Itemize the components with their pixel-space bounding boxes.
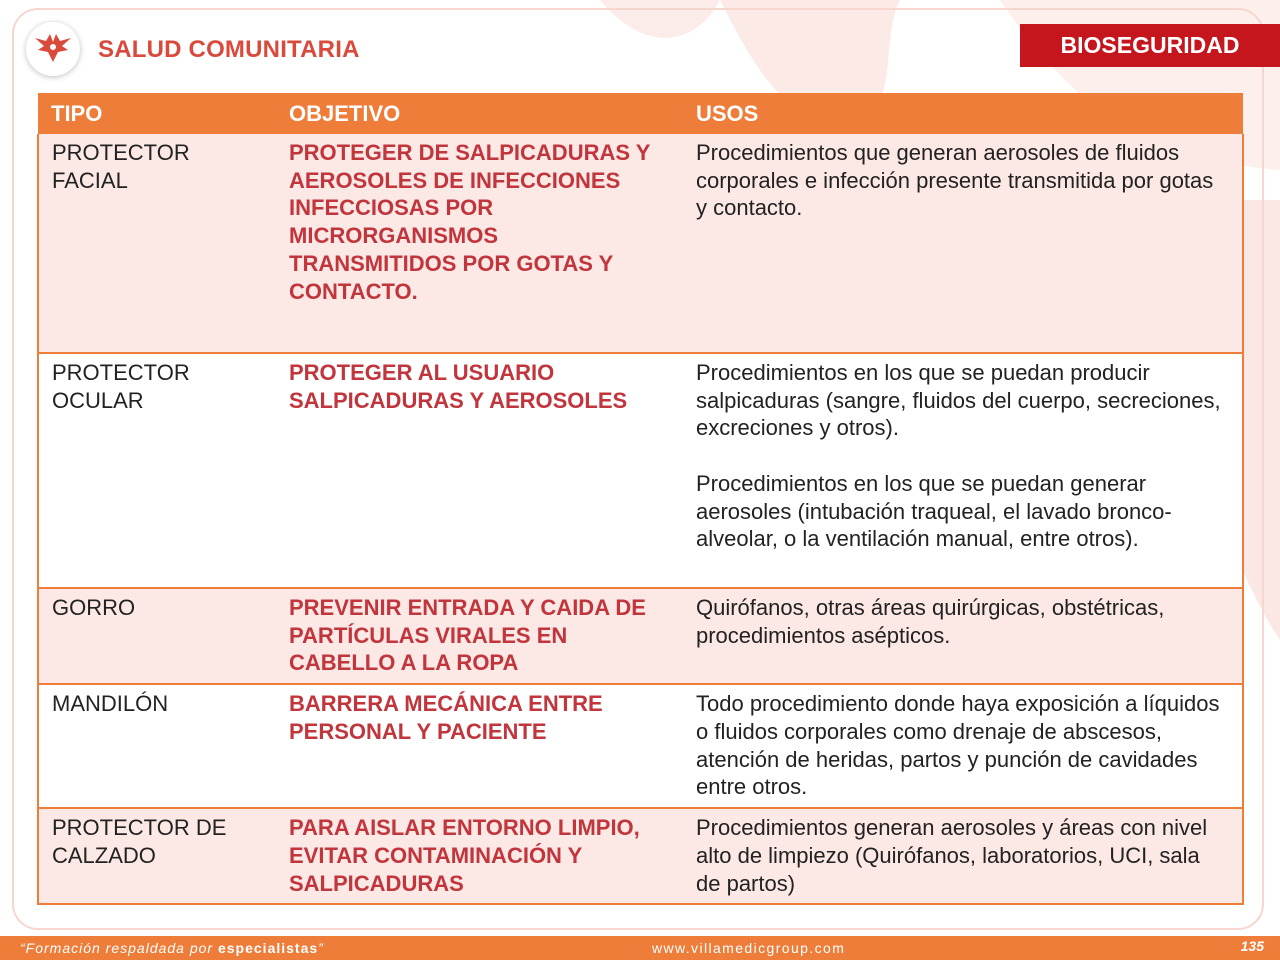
footer-website-link[interactable]: www.villamedicgroup.com [652,940,846,956]
table-header-row [38,93,1243,134]
usos-text: Procedimientos en los que se puedan producir salpicaduras (sangre, fluidos del cuerpo, secreciones, excreciones y otros). [696,360,1221,441]
cell-usos [683,353,1243,588]
phoenix-logo-icon [26,22,80,76]
table-row [38,808,1243,904]
cell-objetivo: PREVENIR ENTRADA Y CAIDA DE PARTÍCULAS VIRALES EN CABELLO A LA ROPA [276,588,683,684]
usos-text: Todo procedimiento donde haya exposición a líquidos o fluidos corporales como drenaje de abscesos, atención de heridas, partos y punción de cavidades entre otros. [696,691,1220,800]
cell-usos [683,808,1243,904]
cell-tipo: PROTECTOR FACIAL [38,134,276,353]
cell-objetivo: PROTEGER AL USUARIO SALPICADURAS Y AEROSOLES [276,353,683,588]
page-number: 135 [1240,938,1264,954]
footer-bar [0,936,1280,960]
cell-objetivo: PARA AISLAR ENTORNO LIMPIO, EVITAR CONTAMINACIÓN Y SALPICADURAS [276,808,683,904]
table-row [38,588,1243,684]
table-row [38,134,1243,353]
column-header-usos: USOS [683,93,1243,134]
table-row [38,353,1243,588]
column-header-tipo: TIPO [38,93,276,134]
table-row [38,684,1243,808]
usos-text: Quirófanos, otras áreas quirúrgicas, obstétricas, procedimientos asépticos. [696,595,1165,648]
usos-text: Procedimientos que generan aerosoles de fluidos corporales e infección presente transmitida por gotas y contacto. [696,140,1214,221]
cell-usos [683,588,1243,684]
cell-usos [683,684,1243,808]
section-badge: BIOSEGURIDAD [1020,24,1280,67]
cell-objetivo: BARRERA MECÁNICA ENTRE PERSONAL Y PACIENTE [276,684,683,808]
cell-tipo: MANDILÓN [38,684,276,808]
cell-tipo: PROTECTOR OCULAR [38,353,276,588]
usos-text: Procedimientos generan aerosoles y áreas con nivel alto de limpiezo (Quirófanos, laboratorios, UCI, sala de partos) [696,815,1208,896]
cell-tipo: GORRO [38,588,276,684]
cell-tipo: PROTECTOR DE CALZADO [38,808,276,904]
ppe-table [37,93,1244,905]
cell-objetivo: PROTEGER DE SALPICADURAS Y AEROSOLES DE INFECCIONES INFECCIOSAS POR MICRORGANISMOS TRANSMITIDOS POR GOTAS Y CONTACTO. [276,134,683,353]
usos-text: Procedimientos en los que se puedan generar aerosoles (intubación traqueal, el lavado bronco-alveolar, o la ventilación manual, entre otros). [696,470,1172,552]
cell-usos [683,134,1243,353]
footer-tagline: “Formación respaldada por especialistas” [20,940,324,956]
brand-title: SALUD COMUNITARIA [98,36,360,63]
column-header-objetivo: OBJETIVO [276,93,683,134]
